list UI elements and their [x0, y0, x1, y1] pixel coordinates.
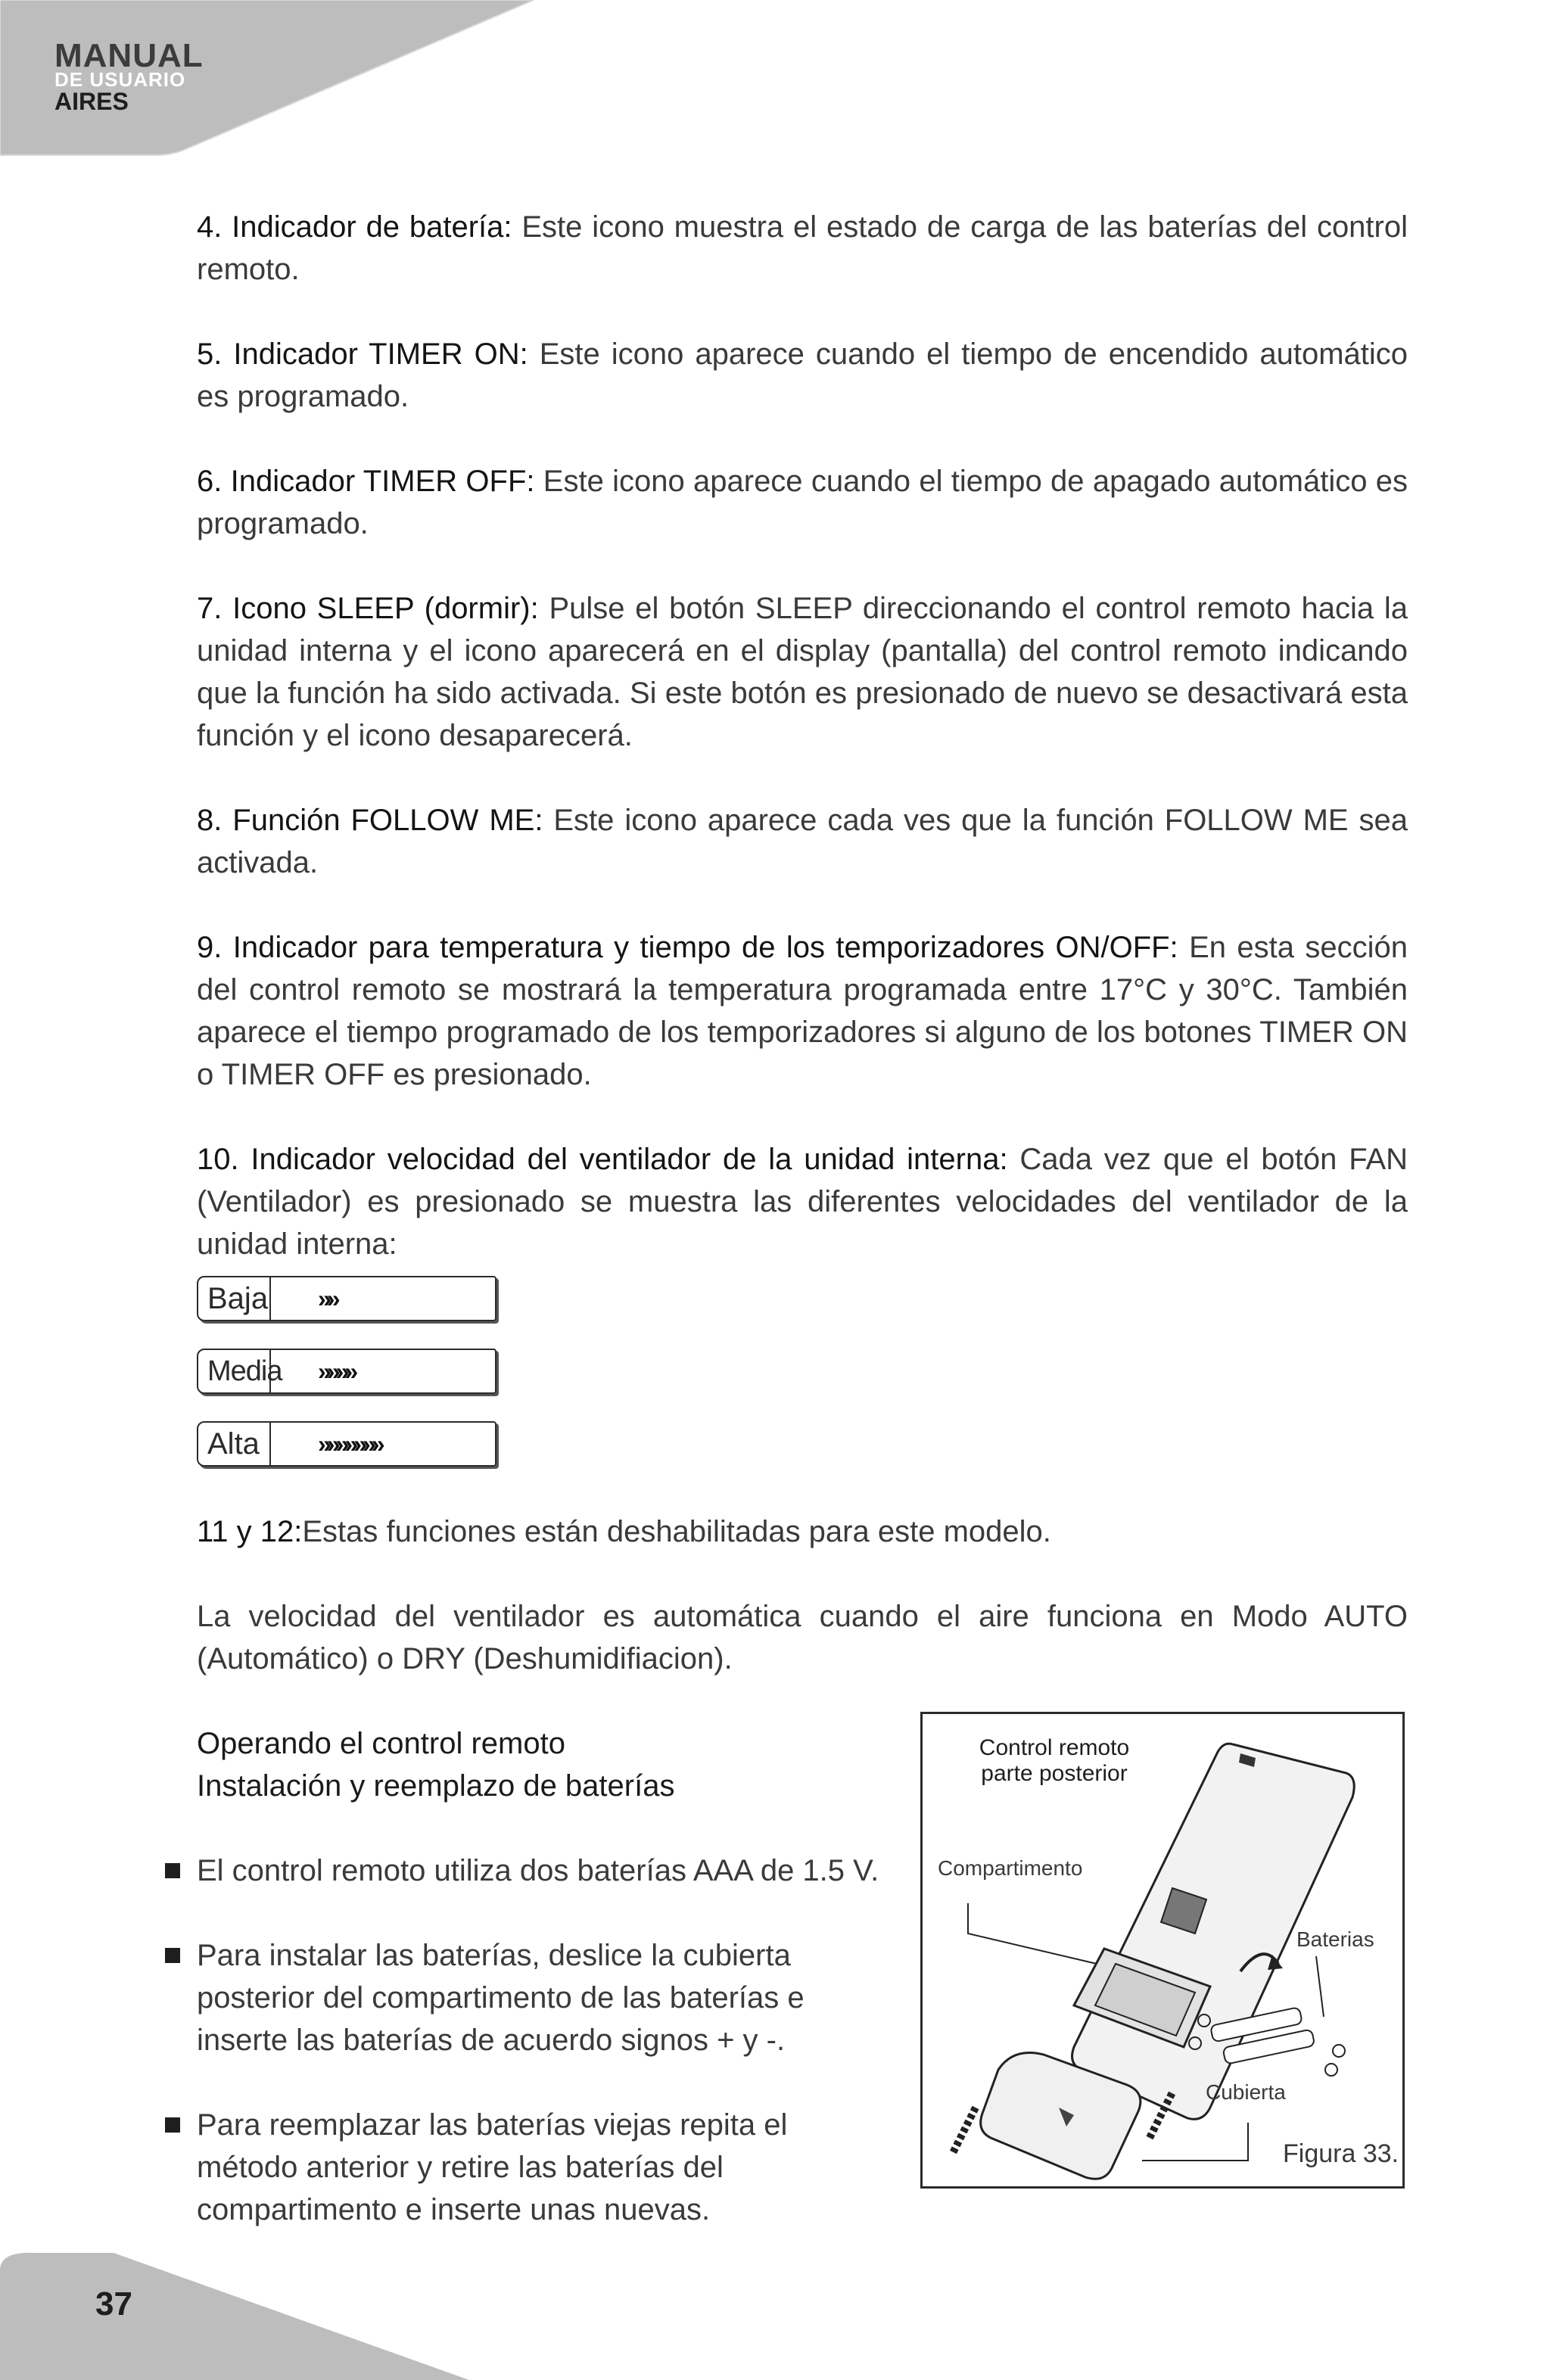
note-functions-disabled: 11 y 12:Estas funciones están deshabilitadas para este modelo.: [197, 1515, 1051, 1548]
battery-instructions: [197, 1722, 893, 2273]
fan-speed-bar-icon: »»»»: [318, 1357, 354, 1385]
bullet-square-icon: [165, 2117, 180, 2133]
battery-section: [197, 1722, 1408, 2237]
bullet-item: Para instalar las baterías, deslice la cubierta posterior del compartimento de las baterías e inserte las baterías de acuerdo signos + y -.: [197, 1934, 893, 2061]
item-follow-me: 8. Función FOLLOW ME: Este icono aparece cada ves que la función FOLLOW ME sea activada.: [197, 804, 1408, 879]
label-cover: Cubierta: [1206, 2080, 1286, 2104]
brand-logo: [54, 39, 204, 114]
fan-speed-bar-icon: »»: [318, 1284, 336, 1312]
figure-remote-battery: [920, 1712, 1405, 2189]
bullet-square-icon: [165, 1863, 180, 1878]
fan-speed-label: Alta: [198, 1423, 271, 1465]
label-compartment: Compartimento: [938, 1856, 1083, 1880]
fan-speed-bar-icon: »»»»»»»: [318, 1430, 381, 1458]
main-content: [197, 206, 1408, 2237]
item-sleep-icon: 7. Icono SLEEP (dormir): Pulse el botón SLEEP direccionando el control remoto hacia la unidad interna y el icono aparecerá en el display (pantalla) del control remoto indicando que la función ha sido activada. Si este botón es presionado de nuevo se desactivará esta función y el icono desaparecerá.: [197, 592, 1408, 752]
item-timer-off: 6. Indicador TIMER OFF: Este icono aparece cuando el tiempo de apagado automático es programado.: [197, 465, 1408, 540]
brand-subtitle: DE USUARIO: [54, 68, 186, 91]
item-battery-indicator: 4. Indicador de batería: Este icono muestra el estado de carga de las baterías del control remoto.: [197, 210, 1408, 286]
fan-speed-row-medium: [197, 1349, 496, 1394]
fan-speed-label: Media: [198, 1350, 271, 1392]
bullet-square-icon: [165, 1948, 180, 1963]
item-timer-on: 5. Indicador TIMER ON: Este icono aparece cuando el tiempo de encendido automático es programado.: [197, 338, 1408, 413]
figure-title: Control remoto parte posterior: [979, 1735, 1130, 1786]
brand-name: AIRES: [54, 88, 129, 115]
fan-speed-row-low: [197, 1276, 496, 1321]
section-heading: Operando el control remoto Instalación y reemplazo de baterías: [197, 1727, 675, 1803]
brand-title: MANUAL: [54, 37, 204, 74]
item-temperature-timer: 9. Indicador para temperatura y tiempo de los temporizadores ON/OFF: En esta sección del control remoto se mostrará la temperatura programada entre 17°C y 30°C. También aparece el tiempo programado de los temporizadores si alguno de los botones TIMER ON o TIMER OFF es presionado.: [197, 931, 1408, 1091]
item-fan-speed: 10. Indicador velocidad del ventilador de la unidad interna: Cada vez que el botón FAN (Ventilador) es presionado se muestra las diferentes velocidades del ventilador de la unidad interna:: [197, 1143, 1408, 1261]
fan-speed-row-high: [197, 1421, 496, 1467]
fan-speed-label: Baja: [198, 1277, 271, 1320]
figure-caption: Figura 33.: [1283, 2139, 1399, 2168]
note-auto-fan-speed: La velocidad del ventilador es automática cuando el aire funciona en Modo AUTO (Automático) o DRY (Deshumidifiacion).: [197, 1600, 1408, 1675]
label-batteries: Baterias: [1296, 1927, 1374, 1951]
fan-speed-table: [197, 1276, 1408, 1467]
page-number: 37: [95, 2285, 132, 2322]
bullet-item: Para reemplazar las baterías viejas repita el método anterior y retire las baterías del compartimento e inserte unas nuevas.: [197, 2104, 893, 2231]
bullet-item: El control remoto utiliza dos baterías AAA de 1.5 V.: [197, 1850, 893, 1892]
